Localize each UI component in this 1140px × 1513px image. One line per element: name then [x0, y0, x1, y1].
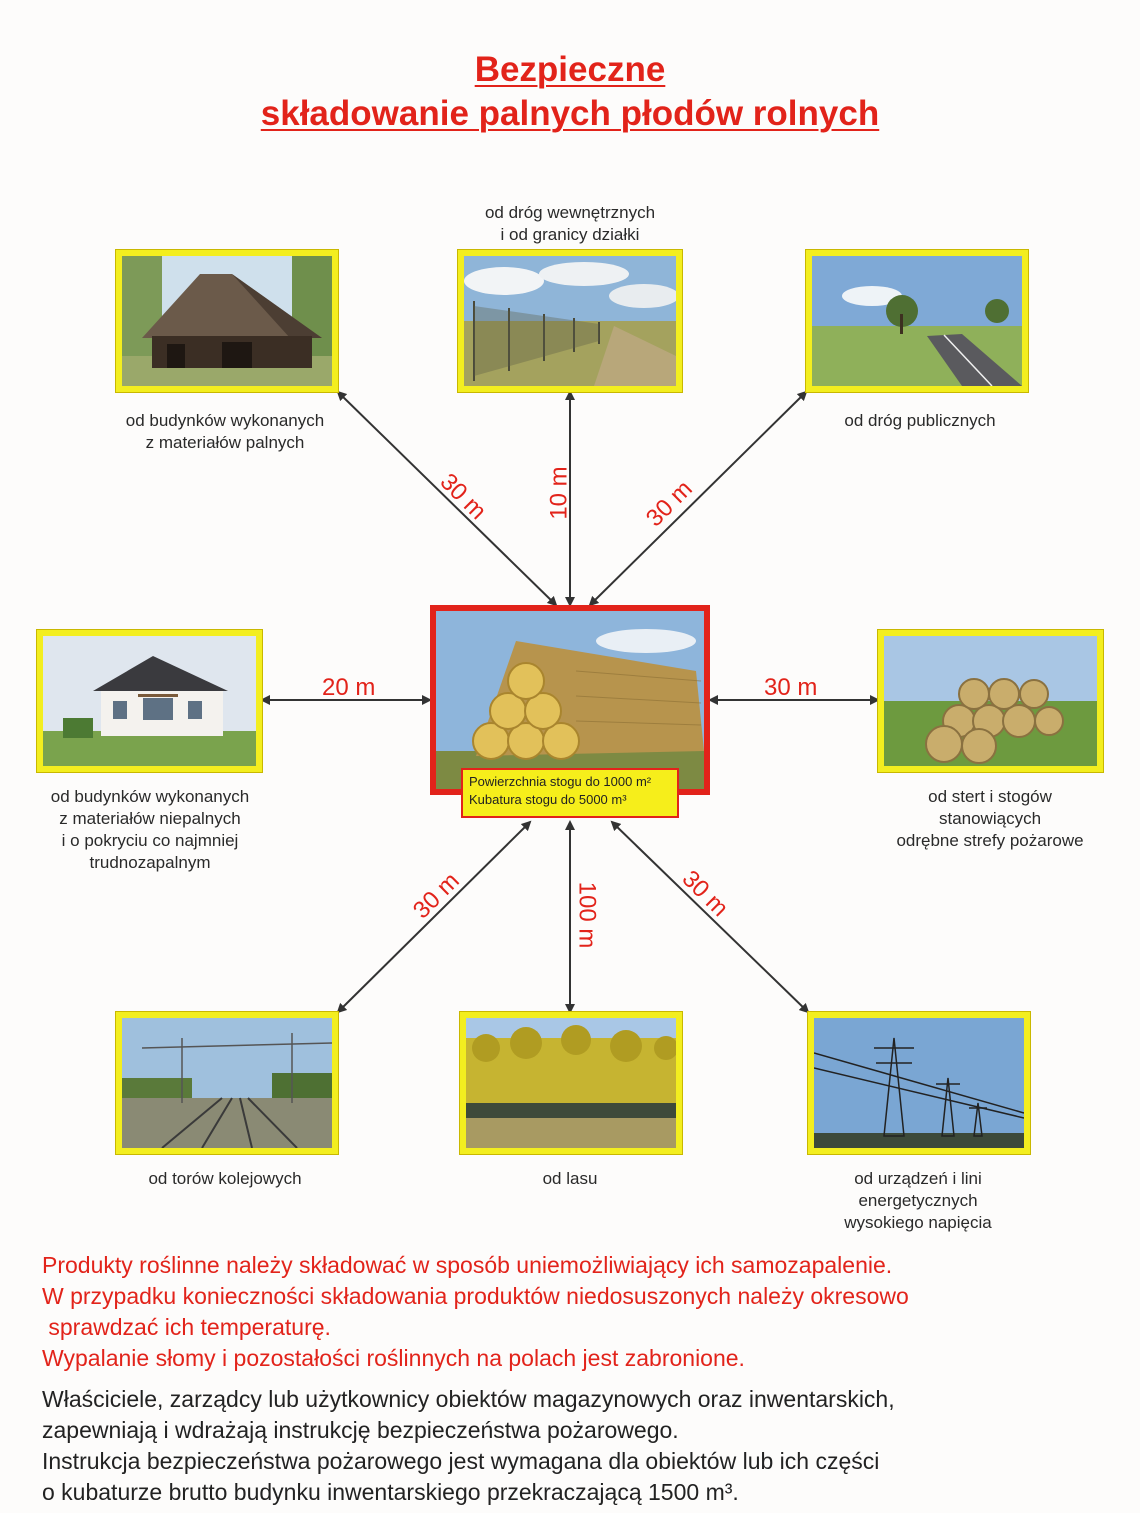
caption-fence: od dróg wewnętrznych i od granicy działki — [484, 203, 656, 244]
distance-label-power: 30 m — [676, 865, 734, 923]
photo-hay-bales — [878, 630, 1103, 772]
note-red-1: Produkty roślinne należy składować w sposób uniemożliwiający ich samozapalenie. — [42, 1252, 893, 1278]
photo-forest — [460, 1012, 682, 1154]
notes-black — [42, 1384, 1102, 1508]
distance-label-bales: 30 m — [764, 674, 818, 701]
photo-wooden-barn — [116, 250, 338, 392]
note-black-1: Właściciele, zarządcy lub użytkownicy obiektów magazynowych oraz inwentarskich, — [42, 1386, 895, 1412]
note-black-3: Instrukcja bezpieczeństwa pożarowego jest wymagana dla obiektów lub ich części — [42, 1448, 880, 1474]
note-red-3: sprawdzać ich temperaturę. — [42, 1314, 331, 1340]
caption-house: od budynków wykonanych z materiałów niepalnych i o pokryciu co najmniej trudnozapalnym — [50, 787, 250, 872]
page-title-line-2: składowanie palnych płodów rolnych — [260, 94, 880, 133]
distance-label-forest: 100 m — [573, 881, 601, 949]
photo-modern-house — [37, 630, 262, 772]
note-red-2: W przypadku konieczności składowania produktów niedosuszonych należy okresowo — [42, 1283, 909, 1309]
info-area-limit: Powierzchnia stogu do 1000 m² — [469, 774, 652, 789]
photo-railway-tracks — [116, 1012, 338, 1154]
photo-country-road — [806, 250, 1028, 392]
page-title-line-1: Bezpieczne — [474, 50, 666, 89]
distance-label-road: 30 m — [640, 475, 698, 533]
caption-barn: od budynków wykonanych z materiałów palnych — [125, 411, 325, 452]
haystack-limits-box — [461, 768, 679, 818]
notes-red — [42, 1250, 1102, 1374]
distance-label-house: 20 m — [322, 674, 376, 701]
info-volume-limit: Kubatura stogu do 5000 m³ — [469, 792, 627, 807]
photo-center-haystack — [430, 605, 710, 795]
note-black-4: o kubaturze brutto budynku inwentarskiego przekraczającą 1500 m³. — [42, 1479, 739, 1505]
distance-label-rail: 30 m — [407, 867, 465, 925]
arrow-road — [590, 392, 806, 605]
caption-bales: od stert i stogów stanowiących odrębne strefy pożarowe — [896, 787, 1084, 850]
distance-label-fence: 10 m — [545, 466, 573, 520]
distance-label-barn: 30 m — [434, 468, 492, 526]
note-black-2: zapewniają i wdrażają instrukcję bezpieczeństwa pożarowego. — [42, 1417, 679, 1443]
caption-power: od urządzeń i lini energetycznych wysokiego napięcia — [844, 1169, 992, 1232]
photo-power-lines — [808, 1012, 1030, 1154]
note-red-4: Wypalanie słomy i pozostałości roślinnych na polach jest zabronione. — [42, 1345, 745, 1371]
caption-rail: od torów kolejowych — [148, 1169, 302, 1188]
photo-field-fence — [458, 250, 682, 392]
caption-forest: od lasu — [542, 1169, 598, 1188]
caption-road: od dróg publicznych — [844, 411, 996, 430]
